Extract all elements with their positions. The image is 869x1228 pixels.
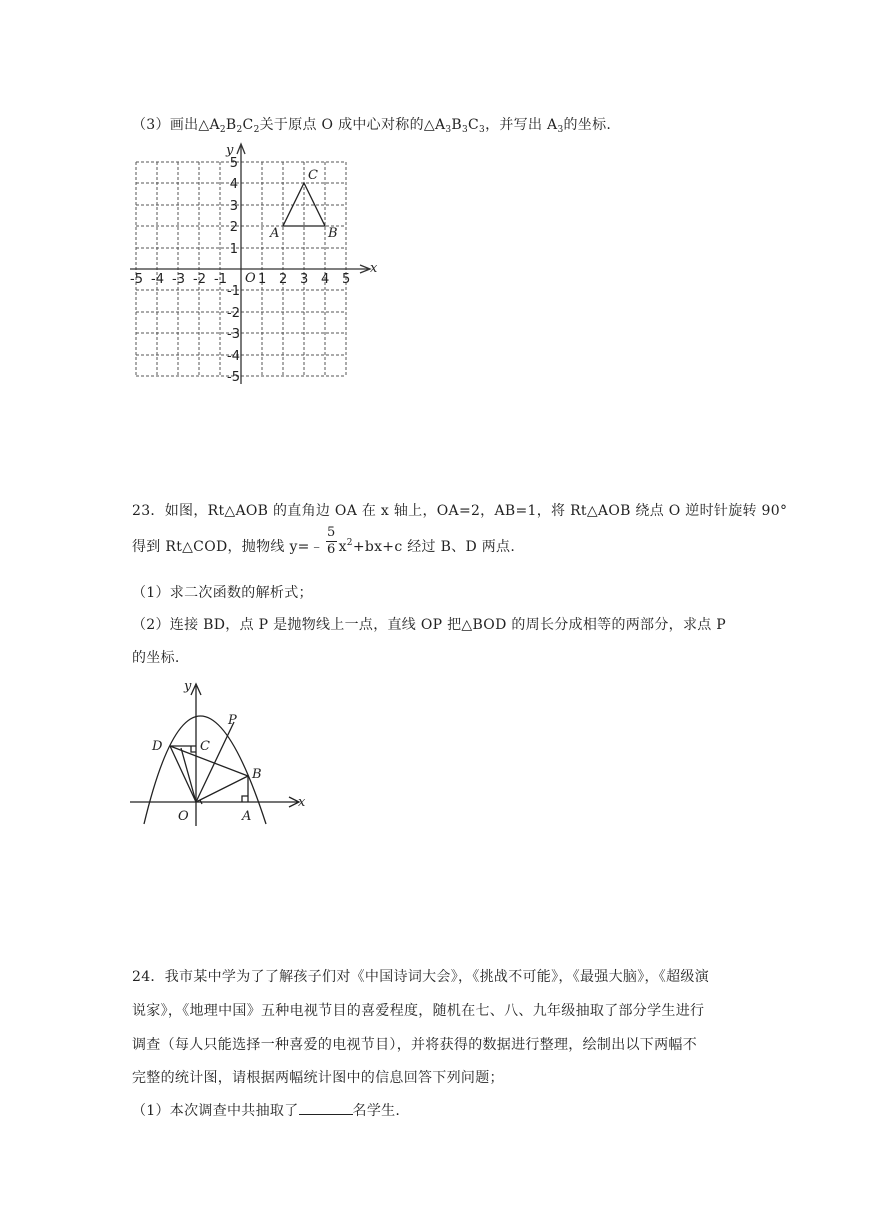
x-tick-label: -3 — [172, 272, 185, 287]
y-tick-label: -3 — [227, 327, 240, 342]
label-b: B — [252, 767, 262, 782]
q22-part3-text: （3）画出$\triangle A_2B_2C_2$关于原点 O 成中心对称的$\triangle A_3B_3C_3$，并写出 $A_3$的坐标. — [132, 117, 612, 135]
label-c: C — [200, 739, 210, 754]
q24-line2: 说家》，《地理中国》五种电视节目的喜爱程度，随机在七、八、九年级抽取了部分学生进行 — [132, 1003, 705, 1019]
label-p: P — [228, 713, 237, 728]
q24-line3: 调查（每人只能选择一种喜爱的电视节目），并将获得的数据进行整理，绘制出以下两幅不 — [132, 1037, 697, 1053]
x-tick-label: -2 — [193, 272, 206, 287]
q23-sub2-line1: （2）连接 BD，点 P 是抛物线上一点，直线 OP 把△BOD 的周长分成相等的两部分，求点 P — [132, 617, 727, 633]
x-tick-label: -5 — [130, 272, 143, 287]
label-y: y — [184, 679, 192, 694]
q23-sub2-line2: 的坐标. — [132, 650, 180, 666]
point-label-c: C — [308, 168, 318, 183]
coordinate-grid-figure — [128, 140, 388, 390]
axes — [130, 144, 370, 384]
x-tick-label: -1 — [214, 272, 227, 287]
point-label-b: B — [328, 226, 338, 241]
y-tick-label: -4 — [227, 349, 240, 364]
x-tick-label: 1 — [258, 272, 267, 287]
x-tick-label: 4 — [321, 272, 330, 287]
point-label-a: A — [270, 226, 280, 241]
q24-sub1: （1）本次调查中共抽取了 名学生. — [132, 1100, 400, 1120]
y-tick-label: -5 — [227, 370, 240, 385]
y-tick-label: 2 — [229, 220, 238, 235]
q24-line1: 24．我市某中学为了了解孩子们对《中国诗词大会》，《挑战不可能》，《最强大脑》，《超级演 — [132, 969, 710, 985]
y-axis-label: y — [226, 143, 234, 158]
x-tick-label: 5 — [342, 272, 351, 287]
q23-sub1: （1）求二次函数的解析式； — [132, 585, 313, 601]
y-tick-label: -1 — [227, 284, 240, 299]
y-tick-label: 3 — [229, 199, 238, 214]
x-tick-label: 2 — [279, 272, 288, 287]
label-o: O — [178, 809, 189, 824]
x-axis-label: x — [370, 261, 378, 276]
x-tick-label: -4 — [151, 272, 164, 287]
y-tick-label: 5 — [229, 156, 238, 171]
parabola-curve — [144, 716, 266, 824]
parabola-figure — [126, 678, 316, 828]
origin-label: O — [245, 271, 256, 286]
q24-line4: 完整的统计图，请根据两幅统计图中的信息回答下列问题； — [132, 1070, 504, 1086]
x-tick-label: 3 — [300, 272, 309, 287]
y-tick-label: -2 — [227, 306, 240, 321]
answer-blank — [299, 1100, 353, 1115]
label-a: A — [242, 809, 252, 824]
y-tick-label: 1 — [229, 242, 238, 257]
label-d: D — [152, 739, 163, 754]
y-tick-label: 4 — [229, 177, 238, 192]
q23-line1: 23．如图，Rt△AOB 的直角边 OA 在 x 轴上，OA=2，AB=1，将 Rt△AOB 绕点 O 逆时针旋转 90° — [132, 503, 788, 519]
label-x: x — [298, 795, 306, 810]
fraction: $\frac{5}{6}$ — [327, 524, 336, 557]
q23-line2: 得到 Rt△COD，抛物线 y=﹣ $\frac{5}{6}$ $x^2+bx+c$ 经过 B、D 两点. — [132, 524, 516, 557]
